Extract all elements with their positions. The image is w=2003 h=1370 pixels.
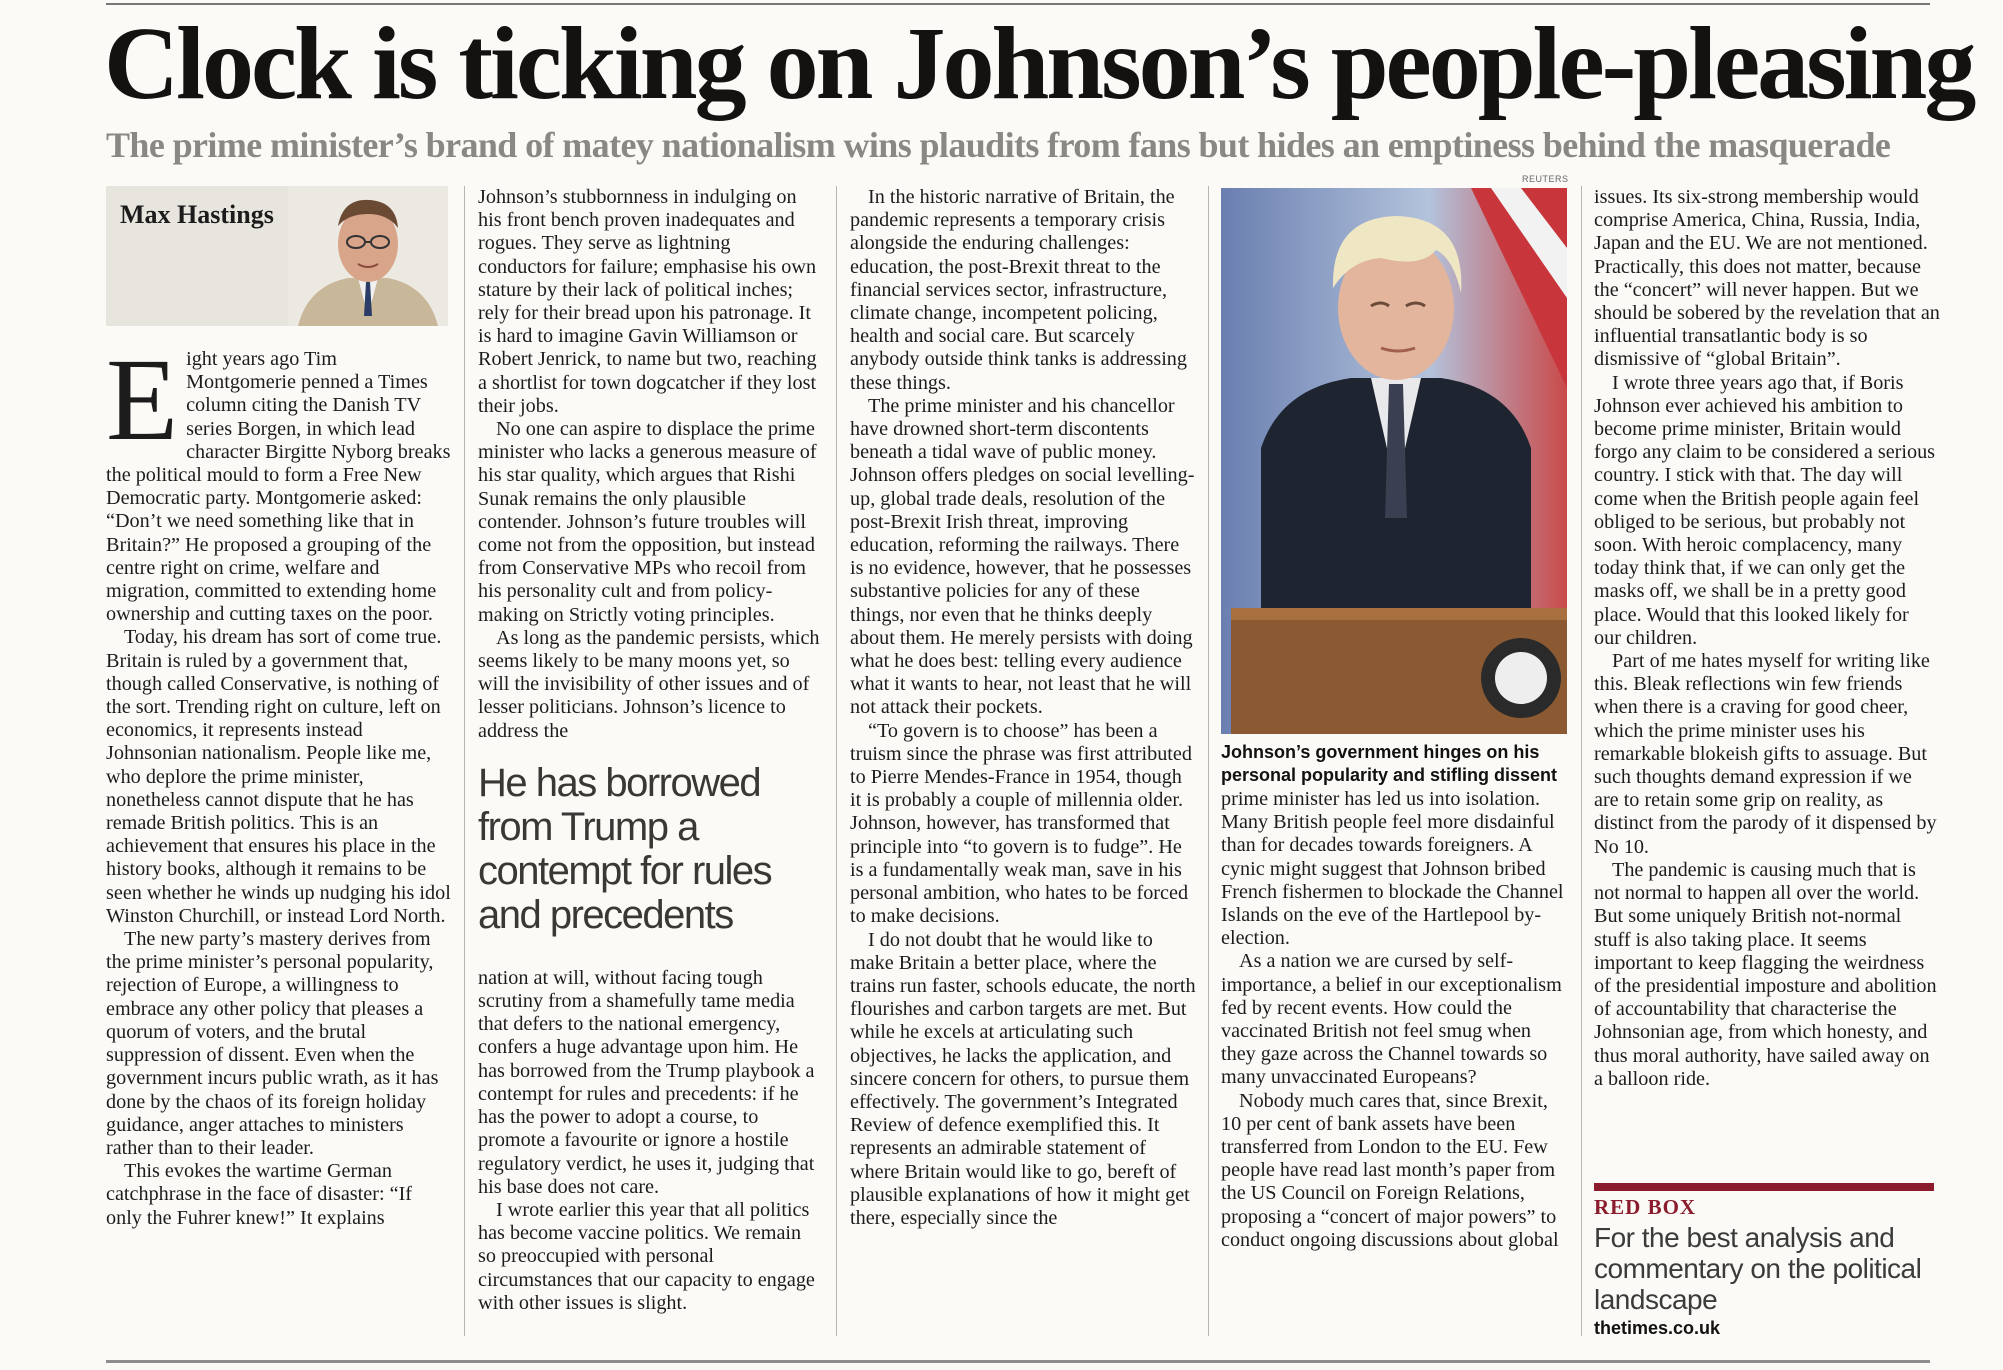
paragraph: Part of me hates myself for writing like this. Bleak reflections win few friends when there is a craving for good cheer, which the prime minister uses his remarkable blokeish gifts to assuage. But such thoughts demand expression if we are to retain some grip on reality, as distinct from the parody of it dispensed by No 10. <box>1594 650 1937 858</box>
paragraph: The new party’s mastery derives from the prime minister’s personal popularity, rejection of Europe, a willingness to embrace any other policy that pleases a quorum of voters, and the brutal suppression of dissent. Even when the government incurs public wrath, as it has done by the chaos of its foreign holiday guidance, anger attaches to ministers rather than to their leader. <box>106 928 439 1159</box>
paragraph: Eight years ago Tim Montgomerie penned a Times column citing the Danish TV series Borgen, in which lead character Birgitte Nyborg breaks the political mould to form a Free New Democratic party. Montgomerie asked: “Don’t we need something like that in Britain?” He proposed a grouping of the centre right on crime, welfare and migration, committed to extending home ownership and cutting taxes on the poor. <box>106 334 451 626</box>
byline-name: Max Hastings <box>120 200 274 229</box>
paragraph: nation at will, without facing tough scrutiny from a shamefully tame media that defers to the national emergency, confers a huge advantage upon him. He has borrowed from the Trump playbook a contempt for rules and precedents: if he has the power to adopt a course, to promote a favourite or ignore a hostile regulatory verdict, he uses it, judging that his base does not care. <box>478 966 815 1198</box>
red-box-text: For the best analysis and commentary on the political landscape <box>1594 1222 1922 1315</box>
paragraph: I do not doubt that he would like to make Britain a better place, where the trains run faster, schools educate, the north flourishes and carbon targets are met. But while he excels at articulating such objectives, he lacks the application, and sincere concern for others, to pursue them effectively. The government’s Integrated Review of defence exemplified this. It represents an admirable statement of where Britain would like to go, bereft of plausible explanations of how it might get there, especially since the <box>850 928 1196 1229</box>
red-box-link[interactable]: thetimes.co.uk <box>1594 1318 1721 1338</box>
author-photo <box>288 186 448 326</box>
photo-caption: Johnson’s government hinges on his personal popularity and stifling dissent <box>1221 742 1558 785</box>
pull-quote: He has borrowed from Trump a contempt for rules and precedents <box>478 760 772 937</box>
drop-cap: E <box>106 334 179 465</box>
paragraph: The prime minister and his chancellor have drowned short-term discontents beneath a tidal wave of public money. Johnson offers pledges on social levelling-up, global trade deals, resolution of the post-Brexit Irish threat, improving education, reforming the railways. There is no evidence, however, that he possesses substantive policies for any of these things, nor even that he thinks deeply about them. He merely persists with doing what he does best: telling every audience what it wants to hear, not least that he will not attack their pockets. <box>850 394 1195 719</box>
red-box-title: RED BOX <box>1594 1195 1697 1219</box>
paragraph: Nobody much cares that, since Brexit, 10 per cent of bank assets have been transferred from London to the EU. Few people have read last month’s paper from the US Council on Foreign Relations, proposing a “concert of major powers” to conduct ongoing discussions about global <box>1221 1089 1559 1251</box>
top-rule <box>106 3 1930 5</box>
paragraph: The pandemic is causing much that is not normal to happen all over the world. But some uniquely British not-normal stuff is also taking place. It seems important to keep flagging the weirdness of the presidential imposture and abolition of accountability that characterise the Johnsonian age, from which honesty, and thus moral authority, have sailed away on a balloon ride. <box>1594 858 1937 1090</box>
paragraph: I wrote three years ago that, if Boris Johnson ever achieved his ambition to become prime minister, Britain would forgo any claim to be considered a serious country. I stick with that. The day will come when the British people again feel obliged to be serious, but probably not soon. With heroic complacency, many today think that, if we can only get the masks off, we shall be in a pretty good place. Would that this looked likely for our children. <box>1594 371 1936 649</box>
paragraph: issues. Its six-strong membership would comprise America, China, Russia, India, Japan and the EU. We are not mentioned. Practically, this does not matter, because the “concert” will never happen. But we should be sobered by the revelation that an influential transatlantic body is so dismissive of “global Britain”. <box>1594 186 1940 371</box>
bottom-rule <box>106 1360 1930 1363</box>
column-divider <box>836 186 837 1336</box>
article-column-1 <box>106 334 451 1230</box>
paragraph: As long as the pandemic persists, which seems likely to be many moons yet, so will the invisibility of other issues and of lesser politicians. Johnson’s licence to address the <box>478 626 820 742</box>
paragraph: This evokes the wartime German catchphrase in the face of disaster: “If only the Fuhrer knew!” It explains <box>106 1160 413 1229</box>
column-divider <box>1581 186 1582 1336</box>
paragraph: I wrote earlier this year that all politics has become vaccine politics. We remain so preoccupied with personal circumstances that our capacity to engage with other issues is slight. <box>478 1198 815 1314</box>
paragraph: As a nation we are cursed by self-importance, a belief in our exceptionalism fed by recent events. How could the vaccinated British not feel smug when they gaze across the Channel towards so many unvaccinated Europeans? <box>1221 950 1562 1089</box>
column-divider <box>1208 186 1209 1336</box>
paragraph: In the historic narrative of Britain, the pandemic represents a temporary crisis alongside the enduring challenges: education, the post-Brexit threat to the financial services sector, infrastructure, climate change, incompetent policing, health and social care. But scarcely anybody outside think tanks is addressing these things. <box>850 186 1187 394</box>
headline: Clock is ticking on Johnson’s people-pleasing <box>104 6 1974 121</box>
byline-box <box>106 186 448 326</box>
article-column-3 <box>850 186 1196 1230</box>
paragraph: prime minister has led us into isolation. Many British people feel more disdainful than for decades towards foreigners. A cynic might suggest that Johnson bribed French fishermen to blockade the Channel Islands on the eve of the Hartlepool by-election. <box>1221 788 1564 950</box>
column-divider <box>464 186 465 1336</box>
johnson-photo <box>1221 188 1567 734</box>
paragraph: No one can aspire to displace the prime minister who lacks a generous measure of his star quality, which argues that Rishi Sunak remains the only plausible contender. Johnson’s future troubles will come not from the opposition, but instead from Conservative MPs who recoil from his personality cult and from policy-making on Strictly voting principles. <box>478 418 817 626</box>
article-column-2 <box>478 186 823 1315</box>
paragraph: Johnson’s stubbornness in indulging on his front bench proven inadequates and rogues. They serve as lightning conductors for failure; emphasise his own stature by their lack of political inches; rely for their bread upon his patronage. It is hard to imagine Gavin Williamson or Robert Jenrick, to name but two, reaching a shortlist for town dogcatcher if they lost their jobs. <box>478 186 817 417</box>
paragraph: Today, his dream has sort of come true. Britain is ruled by a government that, though called Conservative, is nothing of the sort. Trending right on culture, left on economics, it represents instead Johnsonian nationalism. People like me, who deplore the prime minister, nonetheless cannot dispute that he has remade British politics. This is an achievement that ensures his place in the history books, although it remains to be seen whether he winds up nudging his idol Winston Churchill, or instead Lord North. <box>106 626 451 927</box>
article-column-4 <box>1221 788 1567 1252</box>
red-box-rule <box>1594 1183 1934 1191</box>
paragraph: “To govern is to choose” has been a truism since the phrase was first attributed to Pierre Mendes-France in 1954, though it is probably a couple of millennia older. Johnson, however, has transformed that principle into “to govern is to fudge”. He is a fundamentally weak man, save in his personal ambition, who hates to be forced to make decisions. <box>850 719 1192 928</box>
standfirst: The prime minister’s brand of matey nationalism wins plaudits from fans but hides an emptiness behind the masquerade <box>106 125 1891 165</box>
photo-credit: REUTERS <box>1522 174 1569 184</box>
article-column-5 <box>1594 186 1940 1091</box>
